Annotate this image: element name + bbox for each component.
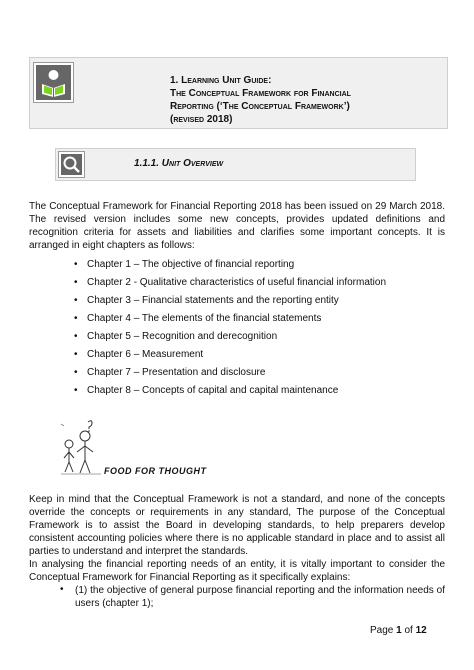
chapter-item: • Chapter 7 – Presentation and disclosure [60, 366, 386, 384]
keep-in-mind-paragraph: Keep in mind that the Conceptual Framework is not a standard, and none of the concepts override the concepts or requirements in any standard, The purpose of the Conceptual Framework is to assist the Board in developing standards, to help preparers develop consistent accounting policies where there is no applicable standard in place and to assist all parties to understand and interpret the standards. [29, 494, 445, 557]
intro-paragraph: The Conceptual Framework for Financial Reporting 2018 has been issued on 29 March 2018. The revised version includes some new concepts, provides updated definitions and recognition criteria for assets and liabilities and clarifies some important concepts. It is arranged in eight chapters as follows: [29, 201, 445, 251]
explains-bullet-item: (1) the objective of general purpose financial reporting and the information needs of users (chapter 1); [75, 585, 445, 609]
bullet-icon: • [60, 584, 64, 595]
page-number: 1 [396, 625, 402, 636]
chapter-item: • Chapter 1 – The objective of financial reporting [60, 258, 386, 276]
unit-guide-header [29, 57, 448, 129]
chapter-item: • Chapter 4 – The elements of the financial statements [60, 312, 386, 330]
analysing-paragraph: In analysing the financial reporting needs of an entity, it is vitally important to consider the Conceptual Framework for Financial Reporting as it specifically explains: [29, 559, 445, 583]
chapter-item: • Chapter 2 - Qualitative characteristics of useful financial information [60, 276, 386, 294]
thinking-figures-icon [55, 418, 105, 480]
title-line: Reporting (‘The Conceptual Framework’) [170, 101, 350, 112]
of-word: of [404, 625, 413, 636]
unit-guide-title [170, 74, 351, 126]
unit-overview-header [55, 148, 416, 181]
magnifier-icon [59, 152, 84, 177]
chapter-item: • Chapter 6 – Measurement [60, 348, 386, 366]
page-total: 12 [415, 625, 427, 636]
title-line: 1. Learning Unit Guide: [170, 75, 272, 86]
title-line: The Conceptual Framework for Financial [170, 88, 351, 99]
page-word: Page [370, 625, 394, 636]
food-for-thought-title: FOOD FOR THOUGHT [104, 466, 207, 476]
chapter-item: • Chapter 8 – Concepts of capital and capital maintenance [60, 384, 386, 402]
chapter-item: • Chapter 3 – Financial statements and the reporting entity [60, 294, 386, 312]
title-line: (revised 2018) [170, 114, 233, 125]
chapter-item: • Chapter 5 – Recognition and derecognition [60, 330, 386, 348]
chapter-list [60, 258, 386, 402]
reading-book-icon [34, 63, 73, 102]
page-footer [370, 625, 427, 636]
unit-overview-title: 1.1.1. Unit Overview [134, 158, 224, 169]
